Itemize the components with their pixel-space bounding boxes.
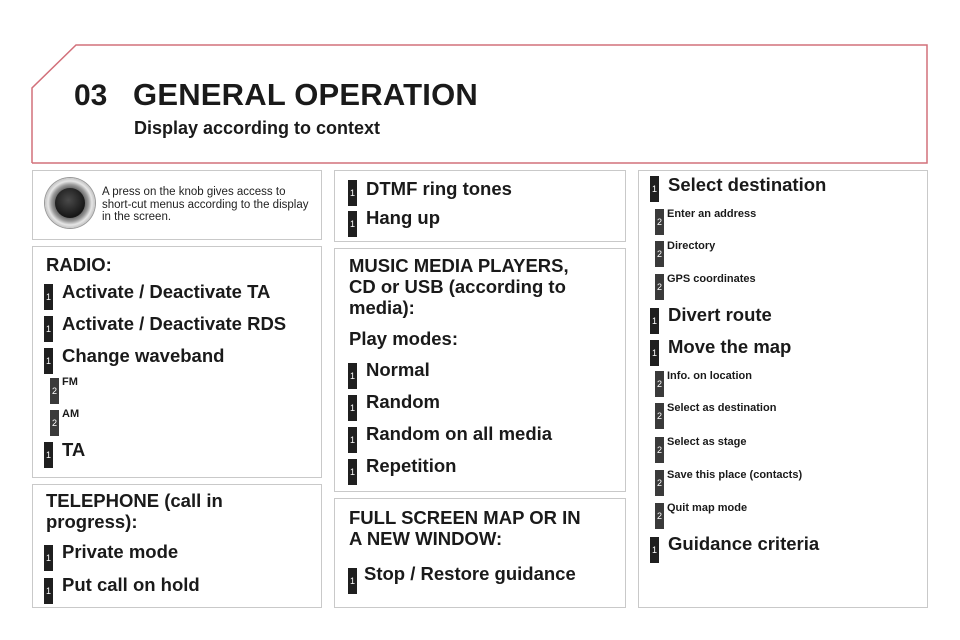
menu-item-divert-route[interactable]: Divert route	[668, 304, 772, 325]
menu-item-activate-ta[interactable]: Activate / Deactivate TA	[62, 281, 271, 302]
menu-item-gps-coordinates[interactable]: GPS coordinates	[667, 273, 756, 285]
menu-item-save-this-place[interactable]: Save this place (contacts)	[667, 469, 803, 481]
level-badge: 1	[650, 308, 659, 334]
menu-item-repetition[interactable]: Repetition	[366, 455, 457, 476]
radio-heading: RADIO:	[46, 254, 112, 275]
menu-item-select-destination[interactable]: Select destination	[668, 174, 827, 195]
telephone-heading: TELEPHONE (call in progress):	[46, 490, 223, 532]
level-badge: 2	[655, 437, 664, 463]
page-subtitle: Display according to context	[134, 118, 381, 138]
menu-item-stop-restore-guidance[interactable]: Stop / Restore guidance	[364, 563, 576, 584]
menu-item-hang-up[interactable]: Hang up	[366, 207, 440, 228]
menu-item-fm[interactable]: FM	[62, 376, 78, 388]
level-badge: 2	[50, 378, 59, 404]
level-badge: 1	[348, 395, 357, 421]
page-title: GENERAL OPERATION	[133, 77, 479, 112]
menu-item-select-as-destination[interactable]: Select as destination	[667, 402, 777, 414]
music-heading: MUSIC MEDIA PLAYERS, CD or USB (according to media):	[349, 255, 569, 318]
play-modes-subheading: Play modes:	[349, 328, 458, 349]
level-badge: 1	[348, 180, 357, 206]
menu-item-am[interactable]: AM	[62, 408, 80, 420]
menu-item-change-waveband[interactable]: Change waveband	[62, 345, 225, 366]
level-badge: 1	[650, 176, 659, 202]
knob-note: A press on the knob gives access to short-cut menus according to the display in the screen.	[102, 186, 309, 223]
level-badge: 2	[655, 371, 664, 397]
level-badge: 1	[650, 537, 659, 563]
level-badge: 1	[44, 442, 53, 468]
header	[0, 0, 960, 170]
level-badge: 1	[44, 316, 53, 342]
menu-item-enter-address[interactable]: Enter an address	[667, 208, 757, 220]
level-badge: 1	[348, 459, 357, 485]
menu-item-private-mode[interactable]: Private mode	[62, 541, 179, 562]
menu-item-move-the-map[interactable]: Move the map	[668, 336, 792, 357]
menu-item-directory[interactable]: Directory	[667, 240, 716, 252]
fullmap-heading: FULL SCREEN MAP OR IN A NEW WINDOW:	[349, 507, 581, 549]
level-badge: 2	[50, 410, 59, 436]
level-badge: 1	[44, 545, 53, 571]
level-badge: 2	[655, 503, 664, 529]
level-badge: 2	[655, 209, 664, 235]
level-badge: 2	[655, 274, 664, 300]
level-badge: 1	[348, 427, 357, 453]
knob-icon	[45, 178, 95, 228]
menu-item-ta[interactable]: TA	[62, 439, 86, 460]
menu-item-normal[interactable]: Normal	[366, 359, 430, 380]
level-badge: 1	[44, 578, 53, 604]
menu-item-guidance-criteria[interactable]: Guidance criteria	[668, 533, 820, 554]
chapter-number: 03	[74, 79, 108, 112]
level-badge: 1	[44, 284, 53, 310]
menu-item-select-as-stage[interactable]: Select as stage	[667, 436, 747, 448]
menu-item-activate-rds[interactable]: Activate / Deactivate RDS	[62, 313, 287, 334]
menu-item-random[interactable]: Random	[366, 391, 440, 412]
level-badge: 1	[348, 363, 357, 389]
level-badge: 2	[655, 403, 664, 429]
menu-item-dtmf-ring-tones[interactable]: DTMF ring tones	[366, 178, 512, 199]
menu-item-info-on-location[interactable]: Info. on location	[667, 370, 752, 382]
level-badge: 1	[650, 340, 659, 366]
level-badge: 2	[655, 241, 664, 267]
menu-item-put-call-on-hold[interactable]: Put call on hold	[62, 574, 200, 595]
menu-item-random-all-media[interactable]: Random on all media	[366, 423, 553, 444]
level-badge: 1	[44, 348, 53, 374]
level-badge: 1	[348, 568, 357, 594]
level-badge: 2	[655, 470, 664, 496]
level-badge: 1	[348, 211, 357, 237]
menu-item-quit-map-mode[interactable]: Quit map mode	[667, 502, 748, 514]
